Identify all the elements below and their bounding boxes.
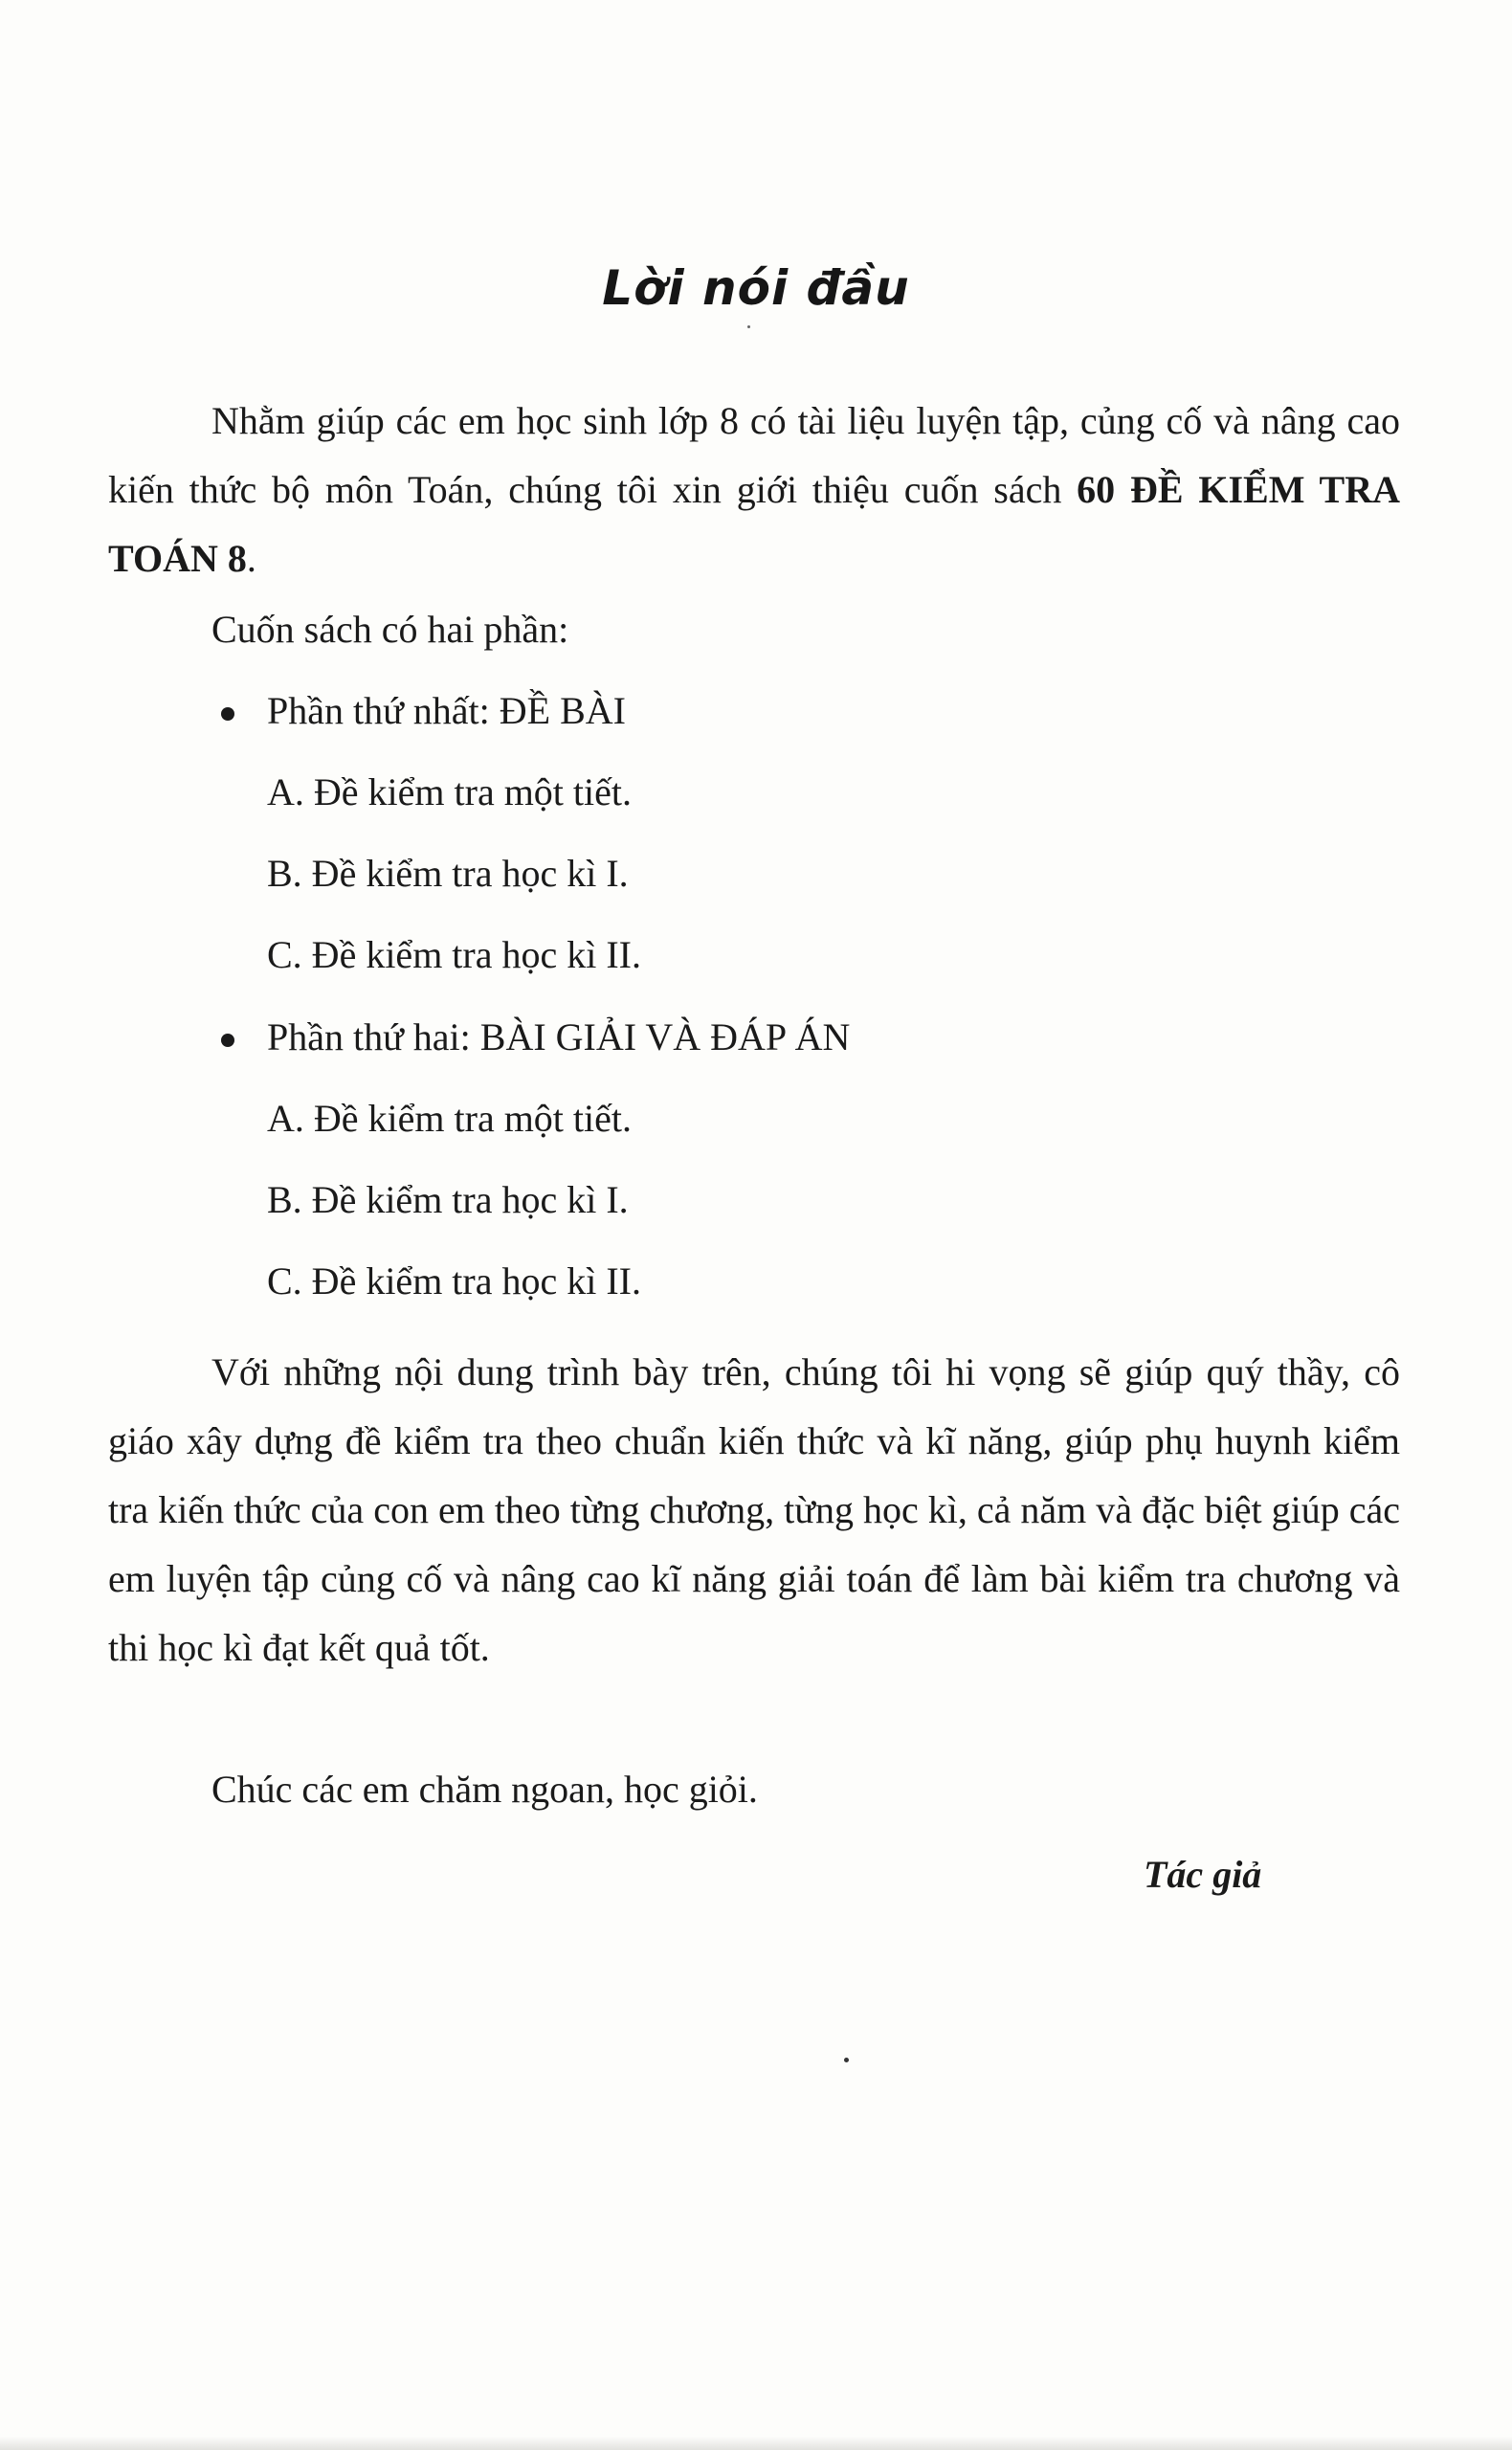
print-speck	[747, 325, 750, 328]
part-2-item-c: C. Đề kiểm tra học kì II.	[267, 1259, 641, 1303]
part-2-item-b: B. Đề kiểm tra học kì I.	[267, 1178, 629, 1221]
intro-end: .	[246, 537, 256, 580]
purpose-paragraph	[108, 1338, 1400, 1682]
intro-paragraph	[108, 387, 1400, 593]
structure-intro: Cuốn sách có hai phần:	[211, 608, 569, 651]
part-2-heading: Phần thứ hai: BÀI GIẢI VÀ ĐÁP ÁN	[267, 1015, 851, 1058]
part-1-heading: Phần thứ nhất: ĐỀ BÀI	[267, 689, 626, 732]
author-signature: Tác giả	[1144, 1853, 1262, 1896]
page-edge-shadow	[0, 2437, 1512, 2450]
part-1-item-a: A. Đề kiểm tra một tiết.	[267, 770, 633, 813]
print-speck	[844, 2058, 849, 2062]
page-title: Lời nói đầu	[602, 260, 910, 316]
part-1-item-c: C. Đề kiểm tra học kì II.	[267, 933, 641, 976]
book-title: 60 ĐỀ KIỂM TRA TOÁN 8	[108, 468, 1400, 580]
closing-line: Chúc các em chăm ngoan, học giỏi.	[211, 1768, 758, 1811]
part-2-item-a: A. Đề kiểm tra một tiết.	[267, 1097, 633, 1140]
part-1-item-b: B. Đề kiểm tra học kì I.	[267, 852, 629, 895]
intro-text: Nhằm giúp các em học sinh lớp 8 có tài liệu luyện tập, củng cố và nâng cao kiến thức bộ môn Toán, chúng tôi xin giới thiệu cuốn sách	[108, 399, 1400, 511]
purpose-text: Với những nội dung trình bày trên, chúng tôi hi vọng sẽ giúp quý thầy, cô giáo xây dựng đề kiểm tra theo chuẩn kiến thức và kĩ năng, giúp phụ huynh kiểm tra kiến thức của con em theo từng chương, từng học kì, cả năm và đặc biệt giúp các em luyện tập củng cố và nâng cao kĩ năng giải toán để làm bài kiểm tra chương và thi học kì đạt kết quả tốt.	[108, 1350, 1400, 1669]
